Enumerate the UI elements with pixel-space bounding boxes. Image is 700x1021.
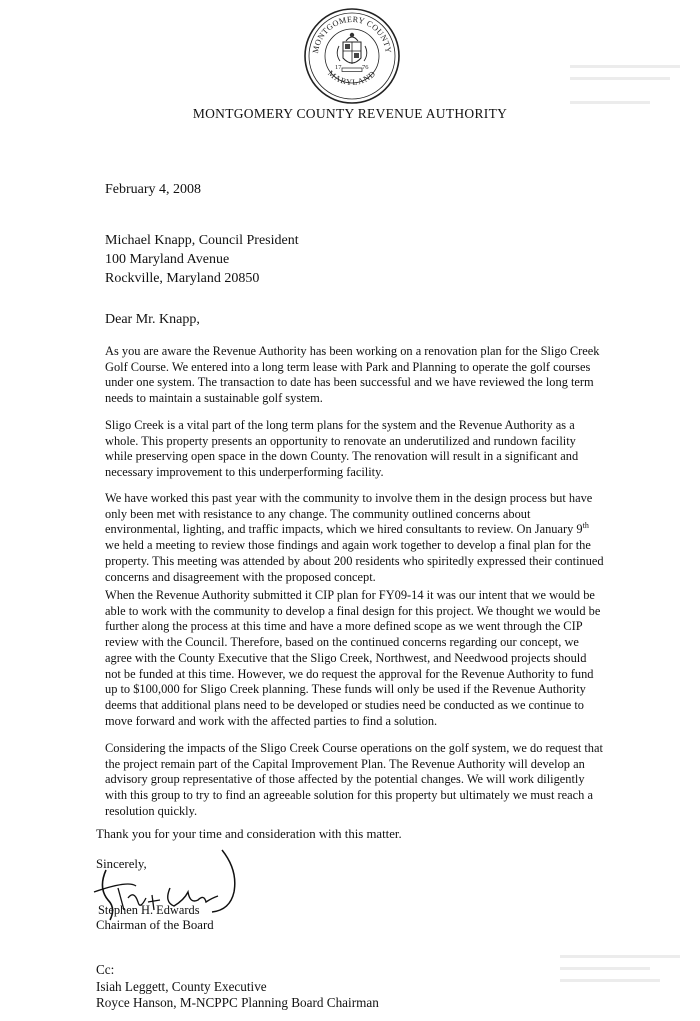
signer-name: Stephen H. Edwards bbox=[98, 903, 200, 917]
cc-recipient: Isiah Leggett, County Executive bbox=[96, 978, 267, 994]
paragraph-4: When the Revenue Authority submitted it CIP plan for FY09-14 it was our intent that we would be able to work with the community to develop a final design for this project. We thought we would be further along the process at this time and have a more defined scope as we went through the CIP review with the Council. Therefore, based on the continued concerns regarding our concept, we agree with the County Executive that the Sligo Creek, Northwest, and Needwood projects should not be funded at this time. However, we do request the approval for the Revenue Authority to fund up to $100,000 for Sligo Creek planning. These funds will only be used if the Revenue Authority deems that additional plans need to be developed or studies need be conducted as we continue to move forward and work with the affected parties to find a solution. bbox=[105, 588, 601, 728]
cc-block bbox=[96, 962, 379, 1012]
recipient-city: Rockville, Maryland 20850 bbox=[105, 271, 260, 286]
recipient-name: Michael Knapp, Council President bbox=[105, 233, 299, 248]
bleed-through-marks-lower: ▬▬▬▬▬▬▬▬▬▬▬▬ ▬▬▬▬▬▬▬▬▬ ▬▬▬▬▬▬▬▬▬▬ bbox=[560, 950, 680, 985]
ordinal-suffix: th bbox=[582, 521, 589, 531]
paragraph-3-start: We have worked this past year with the community to involve them in the design process but have only been met with resistance to any change. The community outlined concerns about environmental, lighting, and traffic impacts, which we hired consultants to review. On January 9 bbox=[105, 491, 593, 537]
organization-name: MONTGOMERY COUNTY REVENUE AUTHORITY bbox=[192, 106, 508, 121]
svg-text:MONTGOMERY COUNTY: MONTGOMERY COUNTY bbox=[310, 14, 393, 54]
svg-text:76: 76 bbox=[362, 64, 369, 71]
svg-text:MARYLAND: MARYLAND bbox=[326, 68, 378, 88]
recipient-street: 100 Maryland Avenue bbox=[105, 252, 230, 267]
svg-text:17: 17 bbox=[335, 64, 342, 71]
signer-title: Chairman of the Board bbox=[96, 918, 214, 932]
paragraph-5: Considering the impacts of the Sligo Creek Course operations on the golf system, we do request that the project remain part of the Capital Improvement Plan. The Revenue Authority will develop an advisory group representative of those affected by the potential changes. We will work diligently with this group to try to find an agreeable solution for this property but ultimately we must reach a resolution quickly. bbox=[105, 741, 603, 818]
thank-you-line: Thank you for your time and consideration with this matter. bbox=[96, 827, 402, 841]
letter-date: February 4, 2008 bbox=[105, 182, 202, 197]
sincerely-line: Sincerely, bbox=[96, 857, 147, 871]
cc-label: Cc: bbox=[96, 962, 115, 977]
bleed-through-marks: ▬▬▬▬▬▬▬▬▬▬▬ ▬▬▬▬▬▬▬▬▬▬ ▬▬▬▬▬▬▬▬ bbox=[570, 60, 680, 107]
paragraph-1: As you are aware the Revenue Authority has been working on a renovation plan for the Sligo Creek Golf Course. We entered into a long term lease with Park and Planning to operate the golf courses under one system. The transaction to date has been successful and we have reviewed the long term needs to maintain a sustainable golf system. bbox=[105, 344, 600, 406]
county-seal bbox=[302, 6, 402, 106]
paragraph-3-end: we held a meeting to review those findings and again work together to develop a final plan for the property. This meeting was attended by about 200 residents who spiritedly expressed their continued concerns and disagreement with the proposed concept. bbox=[105, 538, 604, 584]
recipient-address bbox=[105, 231, 299, 288]
paragraph-3 bbox=[105, 491, 605, 585]
cc-recipient: Royce Hanson, M-NCPPC Planning Board Chairman bbox=[96, 995, 379, 1010]
paragraph-2: Sligo Creek is a vital part of the long term plans for the system and the Revenue Authority as a whole. This property presents an opportunity to renovate an underutilized and rundown facility while preserving open space in the down County. The renovation will result in a significant and necessary improvement to this underperforming facility. bbox=[105, 418, 579, 480]
salutation: Dear Mr. Knapp, bbox=[105, 312, 200, 327]
